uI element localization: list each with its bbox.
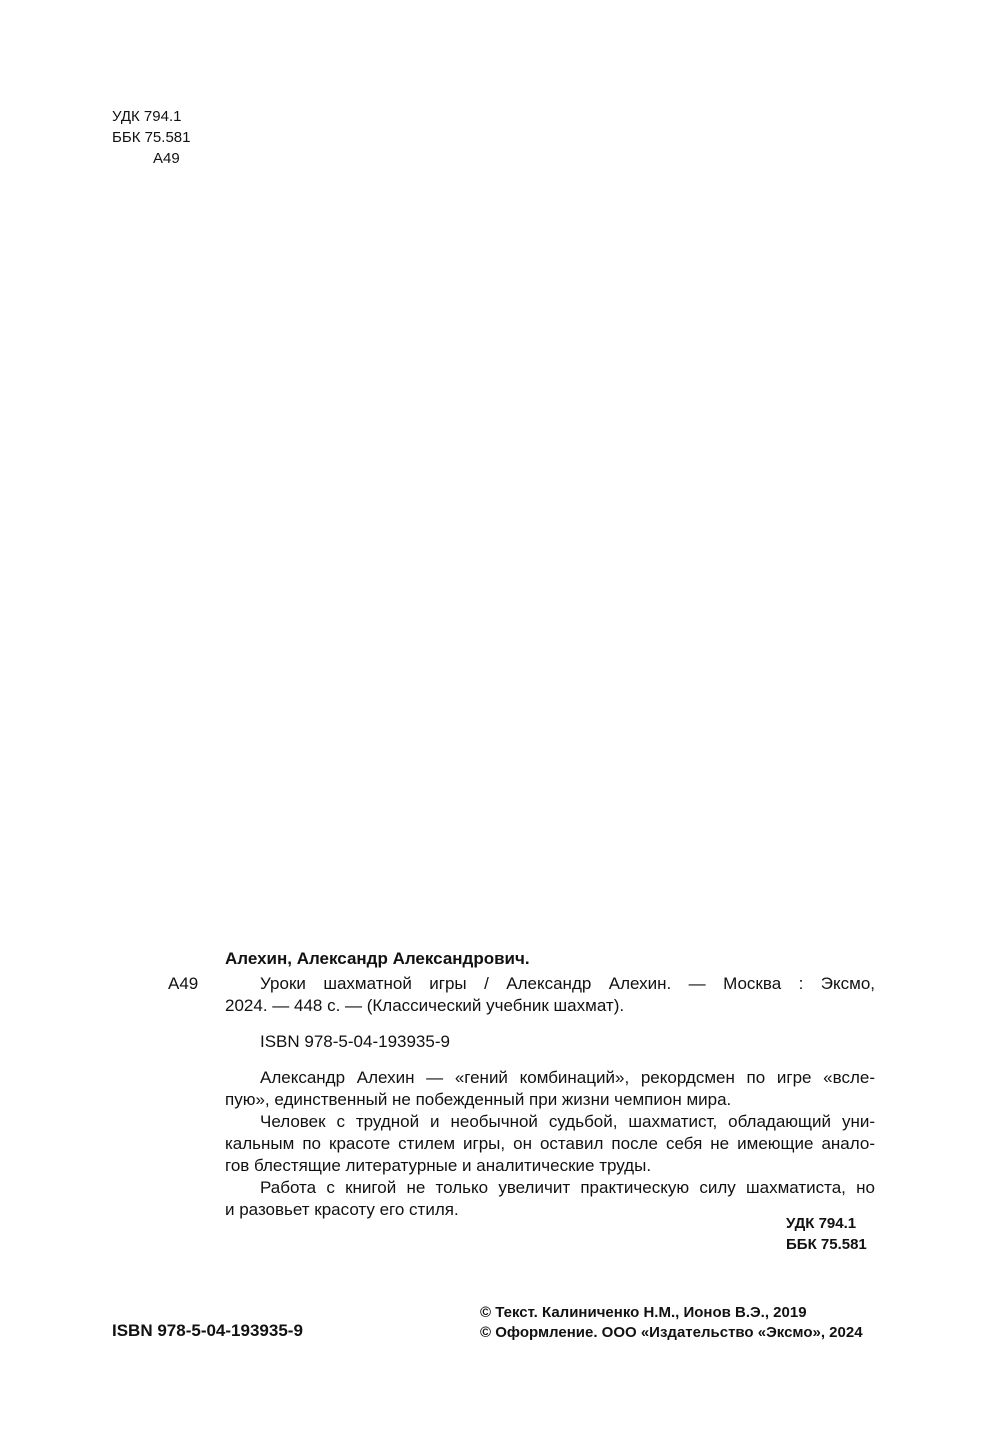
author-mark: А49 bbox=[168, 974, 199, 993]
title-line-1: Уроки шахматной игры / Александр Алехин. — Москва : Эксмо, bbox=[260, 974, 875, 993]
title-description bbox=[225, 973, 875, 1017]
annotation-line: кальным по красоте стилем игры, он оставил после себя не имеющие анало- bbox=[225, 1134, 875, 1153]
author-mark-top: А49 bbox=[153, 150, 180, 167]
author-heading: Алехин, Александр Александрович. bbox=[225, 949, 530, 968]
bbk-code-record: ББК 75.581 bbox=[786, 1236, 867, 1253]
isbn-record: ISBN 978-5-04-193935-9 bbox=[260, 1032, 450, 1051]
udk-code-record: УДК 794.1 bbox=[786, 1215, 857, 1232]
annotation-line: Александр Алехин — «гений комбинаций», рекордсмен по игре «всле- bbox=[260, 1068, 875, 1087]
udk-code-top: УДК 794.1 bbox=[112, 108, 182, 125]
footer-isbn: ISBN 978-5-04-193935-9 bbox=[112, 1321, 303, 1340]
annotation bbox=[225, 1067, 875, 1221]
copyright-text: © Текст. Калиниченко Н.М., Ионов В.Э., 2019 bbox=[480, 1304, 807, 1321]
copyright-design: © Оформление. ООО «Издательство «Эксмо», 2024 bbox=[480, 1324, 863, 1341]
annotation-line: Человек с трудной и необычной судьбой, шахматист, обладающий уни- bbox=[260, 1112, 875, 1131]
title-line-2: 2024. — 448 с. — (Классический учебник шахмат). bbox=[225, 996, 625, 1015]
annotation-line: Работа с книгой не только увеличит практическую силу шахматиста, но bbox=[260, 1178, 875, 1197]
bbk-code-top: ББК 75.581 bbox=[112, 129, 191, 146]
annotation-line: и разовьет красоту его стиля. bbox=[225, 1200, 459, 1219]
annotation-line: гов блестящие литературные и аналитические труды. bbox=[225, 1156, 652, 1175]
annotation-line: пую», единственный не побежденный при жизни чемпион мира. bbox=[225, 1090, 732, 1109]
